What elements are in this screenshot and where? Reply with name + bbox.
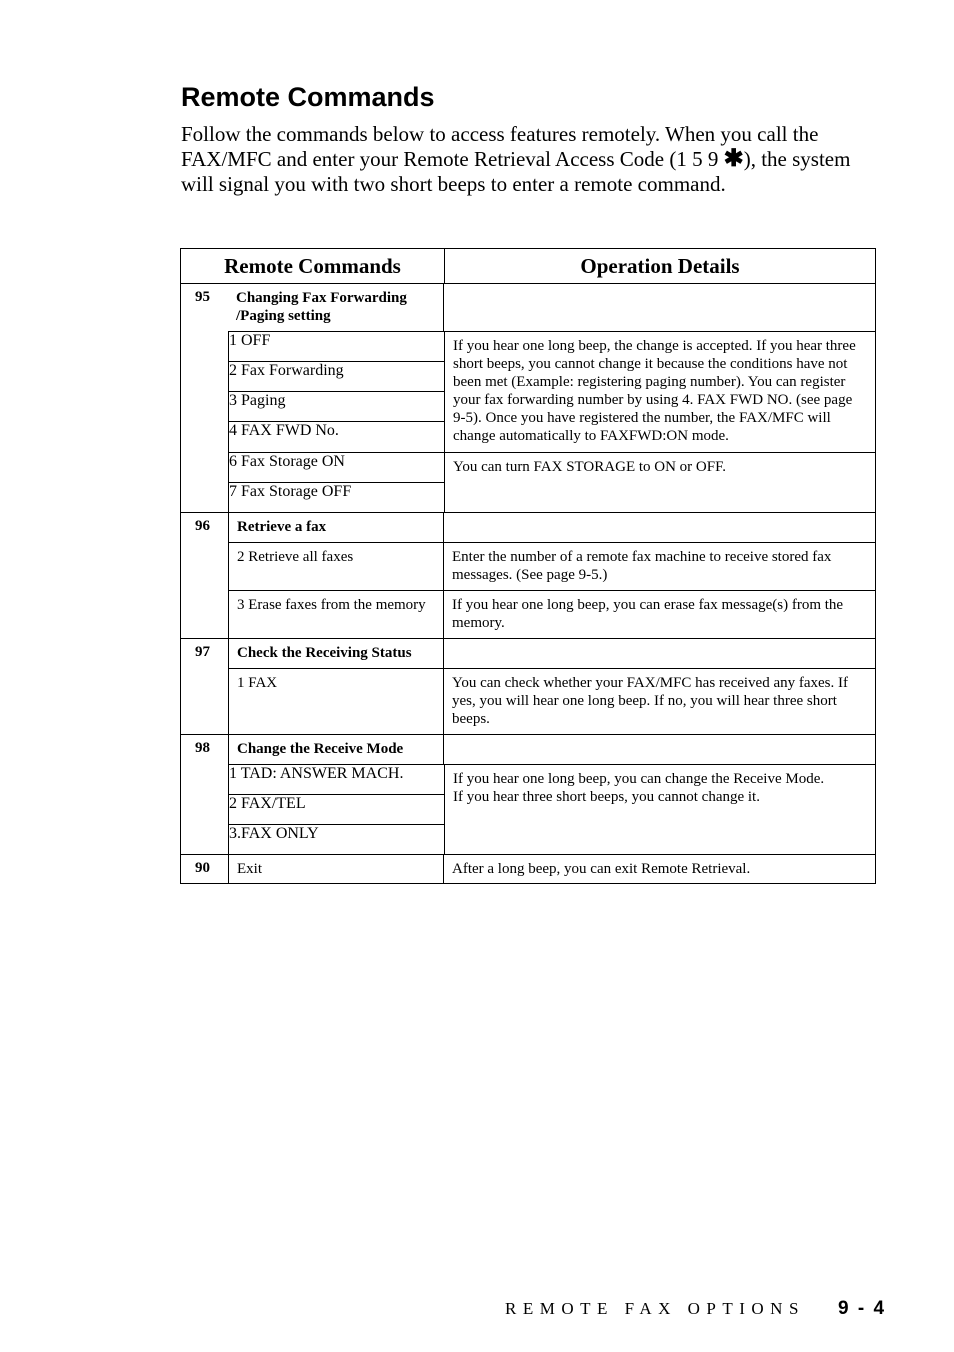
option-erase-faxes: 3 Erase faxes from the memory [228,591,443,638]
command-group-95 [181,283,875,512]
command-group-body [228,639,875,734]
star-icon: ✱ [723,146,744,172]
command-title: Check the Receiving Status [228,639,443,668]
command-title: Changing Fax Forwarding /Paging setting [236,290,407,324]
table-row [228,855,875,883]
option-paging: 3 Paging [229,391,444,421]
command-number: 96 [195,518,210,534]
table-row [228,542,875,590]
option-list [228,332,444,452]
table-row-split [228,764,875,854]
operation-detail: If you hear one long beep, you can erase fax message(s) from the memory. [443,591,875,638]
command-group-90 [181,854,875,883]
operation-detail: After a long beep, you can exit Remote Retrieval. [443,855,875,883]
operation-detail [443,735,875,764]
table-header-row [181,249,875,283]
header-operation-details: Operation Details [444,249,875,283]
command-group-body [228,513,875,638]
intro-text-end: ), the system will signal you with two short beeps to enter a remote command. [181,147,851,196]
table-row [228,735,875,764]
option-retrieve-all: 2 Retrieve all faxes [228,543,443,590]
option-fax-forwarding: 2 Fax Forwarding [229,361,444,391]
page-number: 9 - 4 [838,1298,887,1319]
operation-detail: You can check whether your FAX/MFC has received any faxes. If yes, you will hear one long beep. If no, you will hear three short beeps. [443,669,875,734]
command-group-body [228,284,875,512]
option-off: 1 OFF [229,332,271,349]
command-group-98 [181,734,875,854]
operation-detail: Enter the number of a remote fax machine to receive stored fax messages. (See page 9-5.) [443,543,875,590]
table-row [228,284,875,331]
page-title: Remote Commands [181,82,435,112]
option-fax: 1 FAX [228,669,443,734]
operation-detail [444,765,875,854]
operation-detail [443,513,875,542]
command-number: 90 [195,860,210,876]
footer-section-title: REMOTE FAX OPTIONS [505,1299,805,1318]
operation-detail [443,639,875,668]
option-fax-only: 3.FAX ONLY [229,824,444,854]
option-list [228,765,444,854]
operation-detail: If you hear one long beep, the change is accepted. If you hear three short beeps, you cannot change it because the conditions have not been met (Example: registering paging number). You can register your fax forwarding number by using 4. FAX FWD NO. (see page 9-5). Once you have registered the number, the FAX/MFC will change automatically to FAXFWD:ON mode. [444,332,875,452]
table-row [228,590,875,638]
intro-text-start: Follow the commands below to access features remotely. When you call the FAX/MFC and enter your Remote Retrieval Access Code (1 5 9 [181,122,819,171]
option-tad-answer-mach: 1 TAD: ANSWER MACH. [229,765,404,782]
command-group-96 [181,512,875,638]
operation-detail: You can turn FAX STORAGE to ON or OFF. [444,453,875,512]
remote-commands-table [180,248,876,884]
operation-detail-line: If you hear one long beep, you can change the Receive Mode. [453,771,825,787]
table-row [228,639,875,668]
command-number: 98 [195,740,210,756]
option-list [228,453,444,512]
header-remote-commands: Remote Commands [224,254,401,278]
operation-detail-line: If you hear three short beeps, you cannot change it. [453,789,760,805]
command-number: 97 [195,644,210,660]
command-group-97 [181,638,875,734]
command-number: 95 [195,289,210,305]
intro-paragraph [181,122,881,197]
table-row-split [228,452,875,512]
command-group-body [228,735,875,854]
command-group-body [228,855,875,883]
option-fax-storage-on: 6 Fax Storage ON [229,453,345,470]
option-fax-fwd-no: 4 FAX FWD No. [229,421,444,452]
option-fax-tel: 2 FAX/TEL [229,794,444,824]
table-row [228,668,875,734]
command-title: Change the Receive Mode [228,735,443,764]
command-title: Retrieve a fax [228,513,443,542]
option-fax-storage-off: 7 Fax Storage OFF [229,482,444,512]
table-row-split [228,331,875,452]
table-row [228,513,875,542]
option-exit: Exit [228,855,443,883]
operation-detail [443,284,875,331]
